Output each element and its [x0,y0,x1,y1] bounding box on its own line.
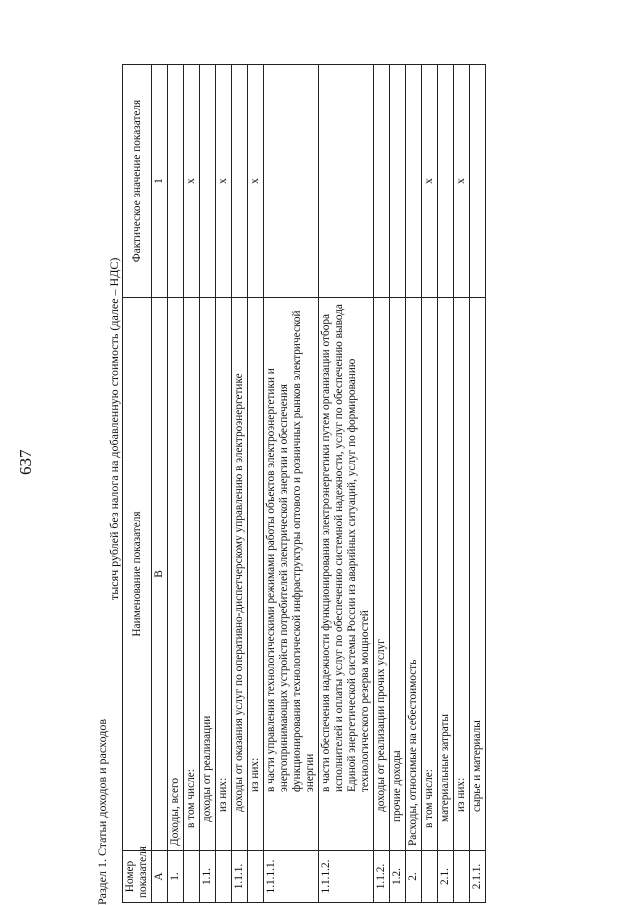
row-number: 2. [406,851,422,903]
letter-number: А [152,851,168,903]
row-value: x [248,65,264,298]
table-row [216,65,232,903]
row-name: доходы от оказания услуг по оперативно-диспетчерскому управлению в электроэнергетике [232,298,248,851]
indicators-table [122,64,486,903]
row-number: 1.1.1.2. [319,851,374,903]
row-name: из них: [248,298,264,851]
table-row [264,65,319,903]
row-name: Расходы, относимые на себестоимость [406,298,422,851]
row-number [454,851,470,903]
header-row [123,65,152,903]
row-name: в части обеспечения надежности функционирования электроэнергетики путем организации отбора исполнителей и оплаты услуг по обеспечению системной надежности, услуг по обеспечению вывода Единой энергетической системы России из аварийных ситуаций, услуг по формированию технологического резерва мощностей [319,298,374,851]
row-name: материальные затраты [438,298,454,851]
row-name: прочие доходы [390,298,406,851]
row-value: x [216,65,232,298]
row-value [200,65,216,298]
header-name: Наименование показателя [123,298,152,851]
row-name: Доходы, всего [168,298,184,851]
row-name: из них: [454,298,470,851]
letter-name: В [152,298,168,851]
table-row [470,65,486,903]
row-value: x [454,65,470,298]
units-note: тысяч рублей без налога на добавленную стоимость (далее – НДС) [107,257,121,600]
page-number: 637 [16,449,35,475]
row-value [319,65,374,298]
row-value: x [184,65,200,298]
section-title: Раздел 1. Статьи доходов и расходов [95,719,109,905]
letter-row [152,65,168,903]
row-value [374,65,390,298]
row-value [438,65,454,298]
table-row [374,65,390,903]
table-row [168,65,184,903]
row-number [216,851,232,903]
header-value: Фактическое значение показателя [123,65,152,298]
row-value [264,65,319,298]
row-name: доходы от реализации [200,298,216,851]
row-value [390,65,406,298]
row-value: x [422,65,438,298]
row-number: 1. [168,851,184,903]
row-name: в том числе: [184,298,200,851]
table-row [422,65,438,903]
table-row [200,65,216,903]
row-value [406,65,422,298]
table-row [248,65,264,903]
letter-value: 1 [152,65,168,298]
row-number: 2.1. [438,851,454,903]
row-number [184,851,200,903]
row-number [248,851,264,903]
table-row [390,65,406,903]
row-number: 1.2. [390,851,406,903]
row-number [422,851,438,903]
row-value [168,65,184,298]
row-name: в том числе: [422,298,438,851]
row-name: в части управления технологическими режимами работы объектов электроэнергетики и энергопринимающих устройств потребителей электрической энергии и обеспечения функционирования технологической инфраструктуры оптового и розничных рынков электрической энергии [264,298,319,851]
row-name: сырье и материалы [470,298,486,851]
table-row [454,65,470,903]
row-number: 2.1.1. [470,851,486,903]
row-value [470,65,486,298]
header-number: Номер показателя [123,851,152,903]
row-name: из них: [216,298,232,851]
table-row [232,65,248,903]
table-row [319,65,374,903]
table-row [184,65,200,903]
row-number: 1.1.1.1. [264,851,319,903]
row-number: 1.1.1. [232,851,248,903]
row-value [232,65,248,298]
table-row [438,65,454,903]
table-row [406,65,422,903]
row-number: 1.1.2. [374,851,390,903]
row-number: 1.1. [200,851,216,903]
row-name: доходы от реализации прочих услуг [374,298,390,851]
